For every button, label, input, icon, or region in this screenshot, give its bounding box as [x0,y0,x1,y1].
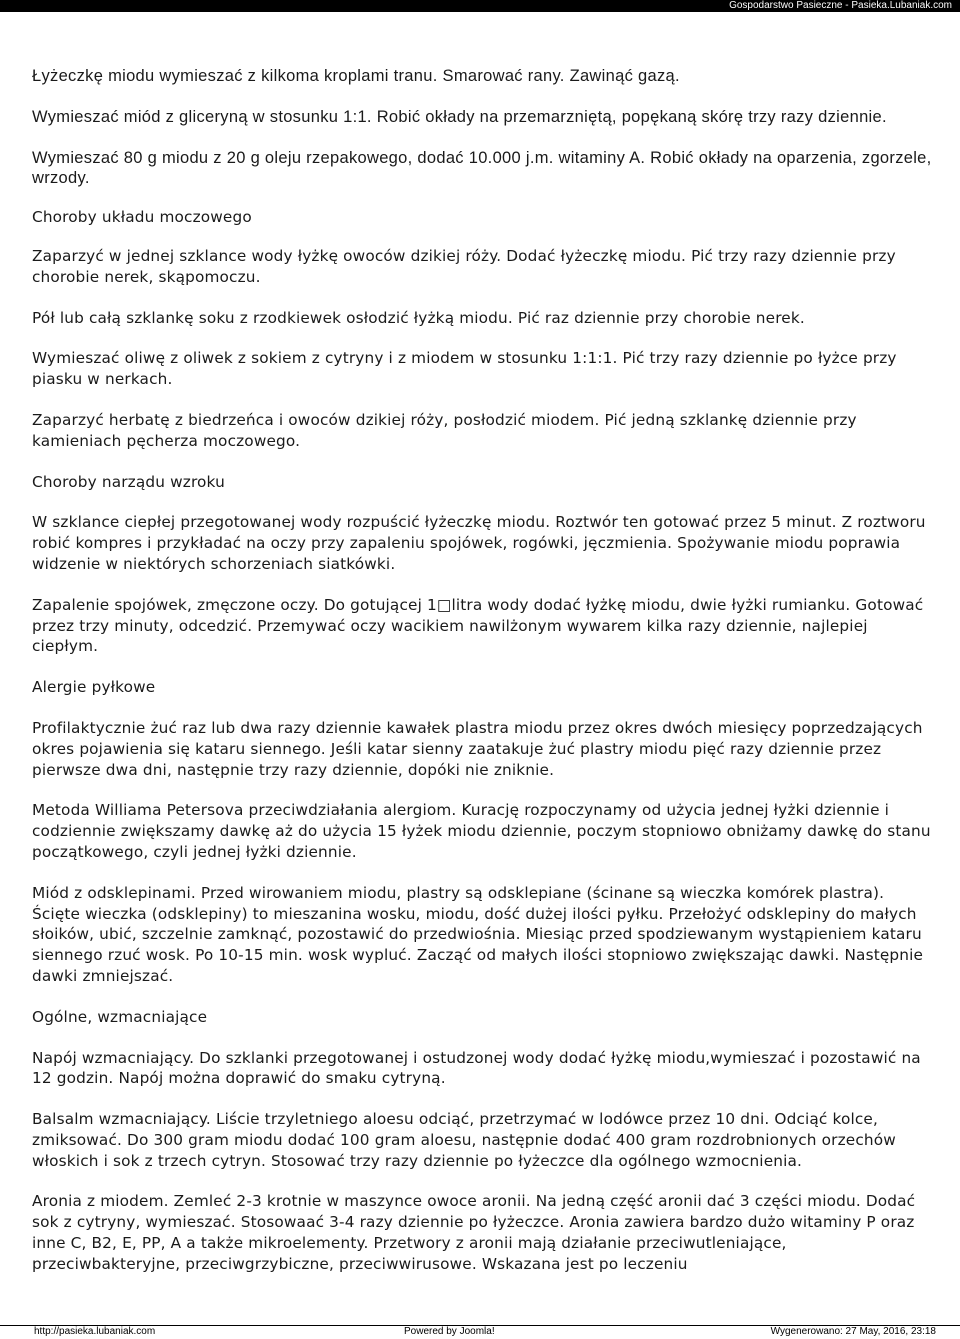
footer-powered: Powered by Joomla! [404,1326,495,1337]
section-heading-alergie: Alergie pyłkowe [32,678,156,697]
paragraph-dzika-roza: Zaparzyć w jednej szklance wody łyżkę owoców dzikiej róży. Dodać łyżeczkę miodu. Pić trzy razy dziennie przy chorobie nerek, skąpomoczu. [32,246,896,286]
paragraph-biedrzeniec: Zaparzyć herbatę z biedrzeńca i owoców dzikiej róży, posłodzić miodem. Pić jedną szklankę dziennie przy kamieniach pęcherza moczowego. [32,410,857,450]
paragraph-petersov: Metoda Williama Petersova przeciwdziałania alergiom. Kurację rozpoczynamy od użycia jednej łyżki dziennie i codziennie zwiększamy dawkę aż do użycia 15 łyżek miodu dziennie, poczym stopniowo obniżamy dawkę do stanu początkowego, czyli jednej łyżki dziennie. [32,801,931,861]
paragraph-balsam: Balsalm wzmacniający. Liście trzyletniego aloesu odciąć, przetrzymać w lodówce przez 10 dni. Odciąć kolce, zmiksować. Do 300 gram miodu dodać 100 gram aloesu, następnie dodać 400 gram rozdrobnionych orzechów włoskich i sok z trzech cytryn. Stosować trzy razy dziennie po łyżeczce dla ogólnego wzmocnienia. [32,1110,896,1170]
footer-generated: Wygenerowano: 27 May, 2016, 23:18 [770,1326,936,1337]
paragraph-gliceryna: Wymieszać miód z gliceryną w stosunku 1:1. Robić okłady na przemarzniętą, popękaną skórę trzy razy dziennie. [32,107,887,126]
footer [0,1325,960,1339]
paragraph-napoj: Napój wzmacniający. Do szklanki przegotowanej i ostudzonej wody dodać łyżkę miodu,wymieszać i pozostawić na 12 godzin. Napój można doprawić do smaku cytryną. [32,1048,921,1088]
footer-url-link[interactable]: http://pasieka.lubaniak.com [34,1326,156,1337]
paragraph-kompres: W szklance ciepłej przegotowanej wody rozpuścić łyżeczkę miodu. Roztwór ten gotować przez 5 minut. Z roztworu robić kompres i przykładać na oczy przy zapaleniu spojówek, rogówki, jęczmienia. Spożywanie miodu poprawia widzenie w niektórych schorzeniach siatkówki. [32,513,926,573]
document-body [32,66,937,1295]
paragraph-tran: Łyżeczkę miodu wymieszać z kilkoma kroplami tranu. Smarować rany. Zawinąć gazą. [32,67,680,85]
paragraph-olej: Wymieszać 80 g miodu z 20 g oleju rzepakowego, dodać 10.000 j.m. witaminy A. Robić okłady na oparzenia, zgorzele, wrzody. [32,148,932,188]
paragraph-oliwa: Wymieszać oliwę z oliwek z sokiem z cytryny i z miodem w stosunku 1:1:1. Pić trzy razy dziennie po łyżce przy piasku w nerkach. [32,349,897,389]
paragraph-rzodkiewki: Pół lub całą szklankę soku z rzodkiewek osłodzić łyżką miodu. Pić raz dziennie przy chorobie nerek. [32,308,805,327]
paragraph-aronia: Aronia z miodem. Zemleć 2-3 krotnie w maszynce owoce aronii. Na jedną część aronii dać 3 części miodu. Dodać sok z cytryny, wymieszać. Stosowaać 3-4 razy dziennie po łyżeczce. Aronia zawiera bardzo dużo witaminy P oraz inne C, B2, E, PP, A a także mikroelementy. Przetwory z aronii mają działanie przeciwutleniające, przeciwbakteryjne, przeciwgrzybiczne, przeciwwirusowe. Wskazana jest po leczeniu [32,1192,916,1273]
section-heading-ogolne: Ogólne, wzmacniające [32,1007,208,1026]
section-heading-uklad-moczowy: Choroby układu moczowego [32,208,252,227]
section-heading-wzrok: Choroby narządu wzroku [32,472,225,491]
site-title: Gospodarstwo Pasieczne - Pasieka.Lubaniak.com [729,0,952,11]
paragraph-profilaktyka: Profilaktycznie żuć raz lub dwa razy dziennie kawałek plastra miodu przez okres dwóch miesięcy poprzedzających okres pojawienia się kataru siennego. Jeśli katar sienny zaatakuje żuć plastry miodu pięć razy dziennie przez pierwsze dwa dni, następnie trzy razy dziennie, dopóki nie zniknie. [32,718,923,779]
paragraph-odsklepiny: Miód z odsklepinami. Przed wirowaniem miodu, plastry są odsklepiane (ścinane są wieczka komórek plastra). Ścięte wieczka (odsklepiny) to mieszanina wosku, miodu, dość dużej ilości pyłku. Przełożyć odsklepiny do małych słoików, ubić, szczelnie zamknąć, pozostawić do przedwiośnia. Miesiąc przed spodziewanym wystąpieniem kataru siennego rzuć wosk. Po 10-15 min. wosk wypluć. Zacząć od małych ilości stopniowo zwiększając dawki. Następnie dawki zmniejszać. [32,883,924,985]
header-bar [0,0,960,12]
paragraph-spojowki: Zapalenie spojówek, zmęczone oczy. Do gotującej 1□litra wody dodać łyżkę miodu, dwie łyżki rumianku. Gotować przez trzy minuty, odcedzić. Przemywać oczy wacikiem nawilżonym wywarem kilka razy dziennie, najlepiej ciepłym. [32,595,924,656]
